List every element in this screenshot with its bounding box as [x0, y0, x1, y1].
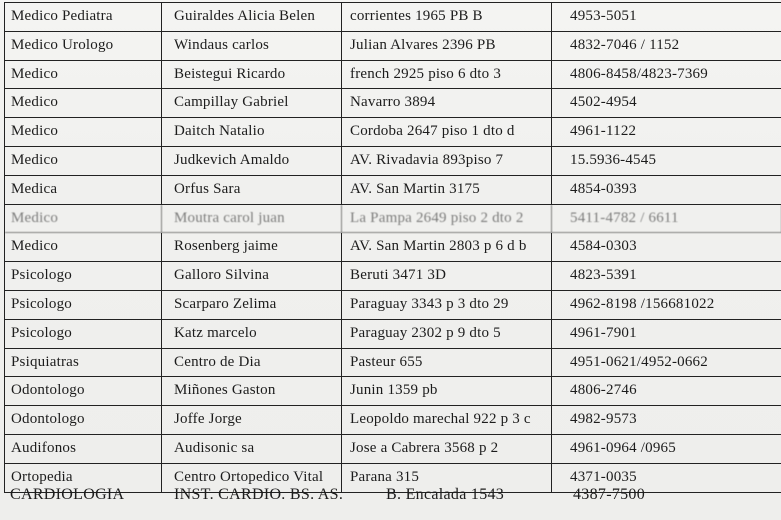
address-cell: Cordoba 2647 piso 1 dto d: [342, 118, 552, 146]
name-cell: Centro Ortopedico Vital: [162, 464, 342, 492]
name-cell: Judkevich Amaldo: [162, 147, 342, 175]
table-row: [5, 377, 781, 406]
name-cell: Daitch Natalio: [162, 118, 342, 146]
table-row: [5, 89, 781, 118]
table-row: [5, 3, 781, 32]
table-row: [5, 406, 781, 435]
name-cell: Galloro Silvina: [162, 262, 342, 290]
specialty-cell: Medico: [5, 147, 162, 175]
specialty-cell: Odontologo: [5, 377, 162, 405]
footer-row: [10, 486, 780, 516]
table-row: [5, 205, 781, 234]
name-cell: Guiraldes Alicia Belen: [162, 3, 342, 31]
specialty-cell: Medico: [5, 89, 162, 117]
table-row: [5, 61, 781, 90]
phone-cell: 4584-0303: [552, 233, 781, 261]
specialty-cell: Odontologo: [5, 406, 162, 434]
phone-cell: 4951-0621/4952-0662: [552, 349, 781, 377]
table-row: [5, 349, 781, 378]
phone-cell: 4961-1122: [552, 118, 781, 146]
address-cell: french 2925 piso 6 dto 3: [342, 61, 552, 89]
name-cell: Miñones Gaston: [162, 377, 342, 405]
address-cell: Beruti 3471 3D: [342, 262, 552, 290]
specialty-cell: Medica: [5, 176, 162, 204]
specialty-cell: Medico: [5, 61, 162, 89]
table-row: [5, 233, 781, 262]
name-cell: Windaus carlos: [162, 32, 342, 60]
address-cell: Paraguay 3343 p 3 dto 29: [342, 291, 552, 319]
table-row: [5, 320, 781, 349]
address-cell: Paraguay 2302 p 9 dto 5: [342, 320, 552, 348]
phone-cell: 4823-5391: [552, 262, 781, 290]
name-cell: Centro de Dia: [162, 349, 342, 377]
name-cell: Beistegui Ricardo: [162, 61, 342, 89]
table-row: [5, 32, 781, 61]
table-row: [5, 262, 781, 291]
address-cell: AV. San Martin 2803 p 6 d b: [342, 233, 552, 261]
table-row: [5, 176, 781, 205]
specialty-cell: Medico Pediatra: [5, 3, 162, 31]
phone-cell: 4961-7901: [552, 320, 781, 348]
table-row: [5, 291, 781, 320]
address-cell: Navarro 3894: [342, 89, 552, 117]
address-cell: La Pampa 2649 piso 2 dto 2: [342, 205, 552, 233]
specialty-cell: Audifonos: [5, 435, 162, 463]
specialty-cell: Medico: [5, 205, 162, 233]
specialty-cell: Psiquiatras: [5, 349, 162, 377]
directory-table: [4, 2, 781, 493]
footer-name: INST. CARDIO. BS. AS.: [174, 486, 344, 503]
phone-cell: 4806-8458/4823-7369: [552, 61, 781, 89]
address-cell: Jose a Cabrera 3568 p 2: [342, 435, 552, 463]
footer-specialty: CARDIOLOGIA: [10, 486, 125, 503]
specialty-cell: Medico: [5, 233, 162, 261]
name-cell: Audisonic sa: [162, 435, 342, 463]
phone-cell: 4854-0393: [552, 176, 781, 204]
address-cell: Pasteur 655: [342, 349, 552, 377]
name-cell: Campillay Gabriel: [162, 89, 342, 117]
address-cell: Leopoldo marechal 922 p 3 c: [342, 406, 552, 434]
specialty-cell: Medico: [5, 118, 162, 146]
phone-cell: 4371-0035: [552, 464, 781, 492]
phone-cell: 4806-2746: [552, 377, 781, 405]
specialty-cell: Psicologo: [5, 262, 162, 290]
address-cell: AV. San Martin 3175: [342, 176, 552, 204]
name-cell: Joffe Jorge: [162, 406, 342, 434]
address-cell: Junin 1359 pb: [342, 377, 552, 405]
name-cell: Moutra carol juan: [162, 205, 342, 233]
address-cell: corrientes 1965 PB B: [342, 3, 552, 31]
phone-cell: 4961-0964 /0965: [552, 435, 781, 463]
specialty-cell: Ortopedia: [5, 464, 162, 492]
table-row: [5, 435, 781, 464]
phone-cell: 15.5936-4545: [552, 147, 781, 175]
name-cell: Katz marcelo: [162, 320, 342, 348]
phone-cell: 4982-9573: [552, 406, 781, 434]
phone-cell: 4832-7046 / 1152: [552, 32, 781, 60]
phone-cell: 4962-8198 /156681022: [552, 291, 781, 319]
footer-phone: 4387-7500: [573, 486, 646, 503]
specialty-cell: Medico Urologo: [5, 32, 162, 60]
phone-cell: 4953-5051: [552, 3, 781, 31]
phone-cell: 5411-4782 / 6611: [552, 205, 781, 233]
phone-cell: 4502-4954: [552, 89, 781, 117]
address-cell: Julian Alvares 2396 PB: [342, 32, 552, 60]
address-cell: Parana 315: [342, 464, 552, 492]
specialty-cell: Psicologo: [5, 320, 162, 348]
name-cell: Rosenberg jaime: [162, 233, 342, 261]
specialty-cell: Psicologo: [5, 291, 162, 319]
footer-address: B. Encalada 1543: [386, 486, 505, 503]
name-cell: Scarparo Zelima: [162, 291, 342, 319]
address-cell: AV. Rivadavia 893piso 7: [342, 147, 552, 175]
table-row: [5, 147, 781, 176]
name-cell: Orfus Sara: [162, 176, 342, 204]
table-row: [5, 118, 781, 147]
